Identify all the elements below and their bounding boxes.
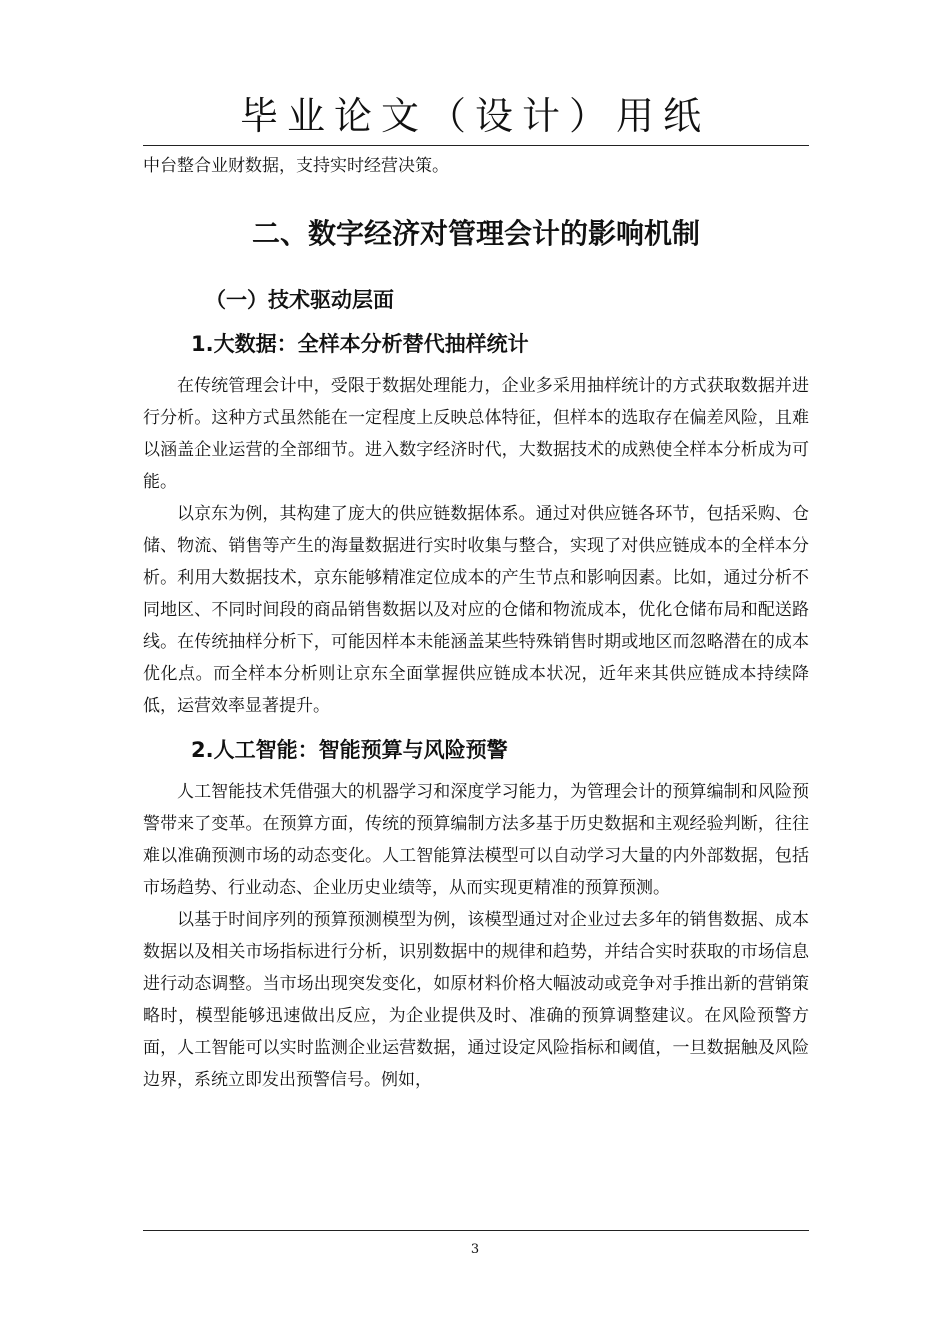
paragraph: 在传统管理会计中，受限于数据处理能力，企业多采用抽样统计的方式获取数据并进行分析。这种方式虽然能在一定程度上反映总体特征，但样本的选取存在偏差风险，且难以涵盖企业运营的全部细节。进入数字经济时代，大数据技术的成熟使全样本分析成为可能。 <box>143 376 809 492</box>
section-heading: 二、数字经济对管理会计的影响机制 <box>251 217 700 250</box>
carryover-paragraph: 中台整合业财数据，支持实时经营决策。 <box>143 156 449 176</box>
footer-rule <box>143 1230 809 1231</box>
document-body <box>143 150 809 1096</box>
page-number: 3 <box>470 1242 480 1257</box>
header-rule <box>143 145 809 146</box>
topic-heading-ai: 2.人工智能：智能预算与风险预警 <box>191 738 508 762</box>
paragraph: 以基于时间序列的预算预测模型为例，该模型通过对企业过去多年的销售数据、成本数据以及相关市场指标进行分析，识别数据中的规律和趋势，并结合实时获取的市场信息进行动态调整。当市场出现突发变化，如原材料价格大幅波动或竞争对手推出新的营销策略时，模型能够迅速做出反应，为企业提供及时、准确的预算调整建议。在风险预警方面，人工智能可以实时监测企业运营数据，通过设定风险指标和阈值，一旦数据触及风险边界，系统立即发出预警信号。例如， <box>143 910 809 1090</box>
paragraph: 人工智能技术凭借强大的机器学习和深度学习能力，为管理会计的预算编制和风险预警带来了变革。在预算方面，传统的预算编制方法多基于历史数据和主观经验判断，往往难以准确预测市场的动态变化。人工智能算法模型可以自动学习大量的内外部数据，包括市场趋势、行业动态、企业历史业绩等，从而实现更精准的预算预测。 <box>143 782 809 898</box>
subsection-heading: （一）技术驱动层面 <box>205 288 394 312</box>
paragraph: 以京东为例，其构建了庞大的供应链数据体系。通过对供应链各环节，包括采购、仓储、物流、销售等产生的海量数据进行实时收集与整合，实现了对供应链成本的全样本分析。利用大数据技术，京东能够精准定位成本的产生节点和影响因素。比如，通过分析不同地区、不同时间段的商品销售数据以及对应的仓储和物流成本，优化仓储布局和配送路线。在传统抽样分析下，可能因样本未能涵盖某些特殊销售时期或地区而忽略潜在的成本优化点。而全样本分析则让京东全面掌握供应链成本状况，近年来其供应链成本持续降低，运营效率显著提升。 <box>143 504 809 716</box>
page-header-title: 毕业论文（设计）用纸 <box>239 94 710 138</box>
topic-heading-big-data: 1.大数据：全样本分析替代抽样统计 <box>191 332 529 356</box>
